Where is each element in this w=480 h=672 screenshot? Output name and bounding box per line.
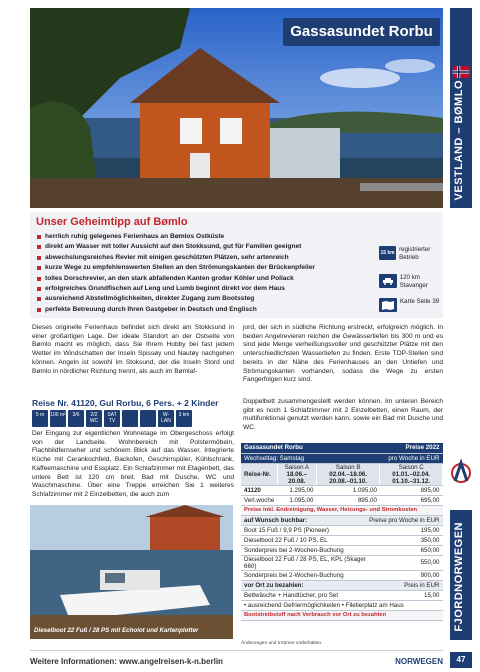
brand-logo-icon bbox=[450, 455, 472, 495]
feature-bullets bbox=[36, 232, 366, 315]
bullet-item: herrlich ruhig gelegenes Ferienhaus an Bømlos Ostküste bbox=[36, 232, 366, 242]
brand-label: FJORDNORWEGEN bbox=[453, 522, 465, 632]
bullet-item: perfekte Betreuung durch Ihren Gastgeber in Deutsch und Englisch bbox=[36, 305, 366, 315]
page-title: Gassasundet Rorbu bbox=[283, 18, 440, 46]
map-info: Karte Seite 39 bbox=[379, 298, 449, 312]
teaser-box bbox=[30, 212, 443, 318]
size-icon: 100 m² bbox=[50, 410, 66, 427]
extra-row: Sonderpreis bei 2-Wochen-Buchung 900,00 bbox=[241, 570, 443, 580]
wlan-icon: W-LAN bbox=[158, 410, 174, 427]
extra-row: Sonderpreis bei 2-Wochen-Buchung 650,00 bbox=[241, 545, 443, 555]
season-header-row: Reise-Nr. Saison A 18.06.–20.08. Saison B 02.04.–18.06. 20.08.–01.10. Saison C 01.01.–02.04. 01.10.–31.12. bbox=[241, 463, 443, 485]
distance-water-icon: 5 m bbox=[32, 410, 48, 427]
page-footer bbox=[30, 650, 443, 670]
dishwasher-icon bbox=[122, 410, 138, 427]
price-row: Verl.woche 1.095,00 895,00 695,00 bbox=[241, 495, 443, 505]
local-row: Bettwäsche + Handtücher, pro Set 15,00 bbox=[241, 590, 443, 600]
house-description: Doppelbett zusammengestellt werden können. Im unteren Bereich gibt es noch 1 Schlafzimmer mit 2 Einzelbetten, einen Raum, der multifunktional genutzt werden kann, sowie ein Bad mit Dusche und WC. bbox=[243, 398, 443, 432]
bullet-item: tolles Dorschrevier, an den stark abfallenden Kanten großer Köhler und Pollack bbox=[36, 274, 366, 284]
bathroom-icon: 2/2 WC bbox=[86, 410, 102, 427]
extras-header: auf Wunsch buchbar: Preise pro Woche in EUR bbox=[241, 515, 443, 525]
region-label: VESTLAND – BØMLO bbox=[453, 79, 465, 200]
amenity-icons bbox=[32, 410, 192, 427]
inclusions-row: Preise inkl. Endreinigung, Wasser, Heizungs- und Stromkosten bbox=[241, 505, 443, 515]
extra-row: Boot 15 Fuß / 9,9 PS (Pioneer) 195,00 bbox=[241, 525, 443, 535]
registered-company-icon: 15 km bbox=[379, 246, 396, 260]
extra-row: Dieselboot 22 Fuß / 10 PS, EL 350,00 bbox=[241, 535, 443, 545]
sat-tv-icon: SAT TV bbox=[104, 410, 120, 427]
boat-caption: Dieselboot 22 Fuß / 28 PS mit Echolot und Kartenplotter bbox=[34, 627, 199, 634]
norway-flag-icon bbox=[452, 66, 470, 78]
extra-row: Dieselboot 22 Fuß / 28 PS, EL, KPL (Skager 660) 550,00 bbox=[241, 555, 443, 570]
price-table: Gassasundet Rorbu Preise 2022 Wechseltag: Samstag pro Woche in EUR Reise-Nr. Saison A 18.06.–20.08. Saison B 02.04.–18.06. 20.08.–01.10. Saison C 01.01.–02.04. 01.10.–31.12. 41120 1.295,00 1.095,00 895,00 Verl.woche 1.095,00 895,00 695,00 Preise inkl. Endreinigung, Wasser, Heizungs- und Stromkosten auf Wunsch buchbar: Preise pro Woche in EUR Boot 15 Fuß / 9,9 PS (Pioneer) 195,00 Dieselboot 22 Fuß / 10 PS, EL 350,00 Sonderpreis bei 2-Wochen-Buchung 650,00 Dieselboot 22 Fuß / 28 PS, EL, KPL (Skager 660) 550,00 Sonderpreis bei 2-Wochen-Buchung 900,00 vor Ort zu bezahlen: Preis in EUR Bettwäsche + Handtücher, pro Set 15,00 • ausreichend Gefriermöglichkeiten • Filetierplatz am Haus Bootstreibstoff nach Verbrauch vor Ort zu bezahlen bbox=[241, 443, 443, 621]
page-number: 47 bbox=[450, 652, 472, 668]
house-description: Der Eingang zur eigentlichen Wohnetage im Obergeschoss erfolgt von der Landseite. Wohnbereich mit Polstermöbeln, Flachbildfernseher und schönem Blick auf das Wasser. Integrierte Küche mit Cerankochfeld, Backofen, Geschirrspüler, Kühlschrank, Kaffeemaschine und Essplatz. Ein Schlafzimmer mit Etagenbett, das untere Bett ist 120 cm breit. Bad mit Dusche, WC und Waschmaschine. Über eine Treppe erreichen Sie 1 weiteres Schlafzimmer mit 2 Einzelbetten, die auch zum bbox=[32, 430, 234, 498]
teaser-heading: Unser Geheimtipp auf Bømlo bbox=[36, 216, 188, 228]
boat-photo bbox=[30, 505, 233, 639]
bullet-item: ausreichend Abstellmöglichkeiten, direkter Zugang zum Bootssteg bbox=[36, 294, 366, 304]
map-icon bbox=[379, 298, 397, 312]
distance-info: 120 km Stavanger bbox=[379, 274, 449, 289]
shop-distance-icon: 3 km bbox=[176, 410, 192, 427]
disclaimer: Änderungen und Irrtümer vorbehalten. bbox=[241, 641, 323, 646]
car-distance-icon bbox=[379, 274, 397, 288]
bullet-item: abwechslungsreiches Revier mit einigen geschützten Plätzen, sehr artenreich bbox=[36, 253, 366, 263]
description-paragraph: jord, der sich in südliche Richtung erstreckt, erfolgreich möglich. In beiden Angelrevieren reichen die Gewässertiefen bis 300 m und es sind jede Menge verheißungsvoller und geschützter Plätze mit den unterschiedlichsten Wassertiefen zu finden. Erste TOP-Stellen sind bereits in der Nähe des Ferienhauses an den Untiefen und Strömungskanten vorhanden, sodass die Wege zu ersten Fangerfolgen kurz sind. bbox=[243, 324, 443, 384]
bullet-item: kurze Wege zu empfehlenswerten Stellen an den Strömungskanten der Brückenpfeiler bbox=[36, 263, 366, 273]
region-sidebar bbox=[450, 8, 472, 208]
local-payment-header: vor Ort zu bezahlen: Preis in EUR bbox=[241, 580, 443, 590]
brand-sidebar bbox=[450, 510, 472, 640]
washing-machine-icon bbox=[140, 410, 156, 427]
trip-number-heading: Reise Nr. 41120, Gul Rorbu, 6 Pers. + 2 Kinder bbox=[32, 398, 219, 408]
local-row: • ausreichend Gefriermöglichkeiten • Filetierplatz am Haus bbox=[241, 600, 443, 610]
footer-country: NORWEGEN bbox=[395, 657, 443, 666]
footer-website: Weitere Informationen: www.angelreisen-k-n.berlin bbox=[30, 657, 223, 666]
bullet-item: direkt am Wasser mit toller Aussicht auf den Stokksund, gut für Familien geeignet bbox=[36, 242, 366, 252]
rooms-icon: 3/6 bbox=[68, 410, 84, 427]
price-row: 41120 1.295,00 1.095,00 895,00 bbox=[241, 485, 443, 495]
price-table-header: Gassasundet Rorbu Preise 2022 bbox=[241, 443, 443, 453]
registered-company-info: 15 km registrierter Betrieb bbox=[380, 246, 431, 261]
bullet-item: erfolgreiches Grundfischen auf Leng und Lumb beginnt direkt vor dem Haus bbox=[36, 284, 366, 294]
fuel-row: Bootstreibstoff nach Verbrauch vor Ort zu bezahlen bbox=[241, 610, 443, 620]
description-paragraph: Dieses originelle Ferienhaus befindet sich direkt am Stokksund in einer großartigen Lage. Der ideale Standort an der Ostseite von Bømlo macht es möglich, dass Sie Ihrem Hobby bei fast jedem Wetter im Windschatten der Inseln Spissøy und Nautøy nachgehen können. Angeln ist sowohl im Stoksund, der die Inseln Stord und Bømlo in nördlicher Richtung trennt, als auch im Bømlaf- bbox=[32, 324, 234, 375]
